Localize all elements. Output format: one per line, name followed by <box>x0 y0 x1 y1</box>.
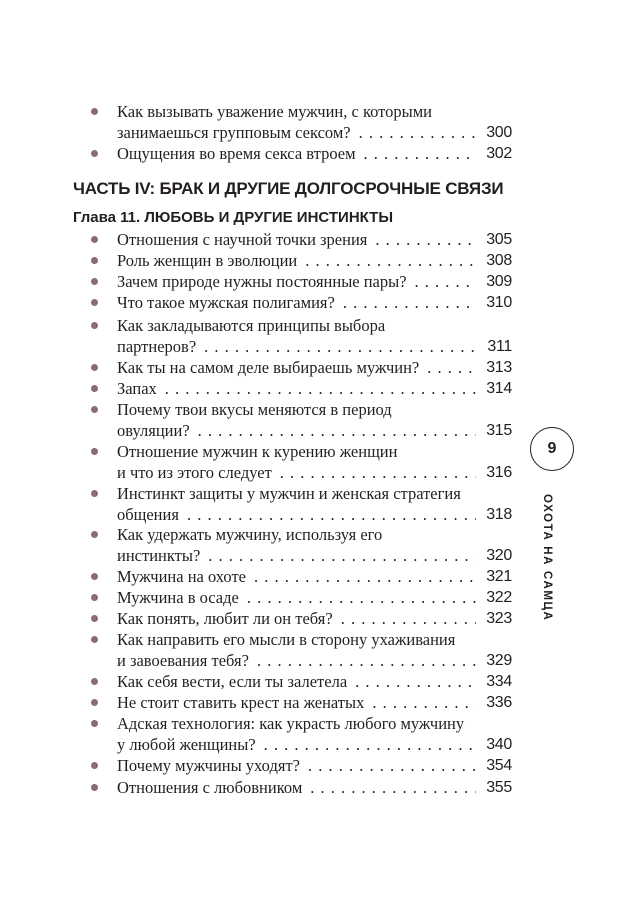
bullet-icon <box>91 678 98 685</box>
toc-page-number: 336 <box>486 694 512 711</box>
toc-page-number: 354 <box>486 757 512 774</box>
toc-entry-title-line: и что из этого следует <box>117 463 272 482</box>
dot-leader <box>341 608 476 629</box>
bullet-icon <box>91 448 98 455</box>
toc-page-number: 309 <box>486 273 512 290</box>
toc-page-number: 329 <box>486 652 512 669</box>
bullet-icon <box>91 762 98 769</box>
bullet-icon <box>91 364 98 371</box>
dot-leader <box>198 420 476 441</box>
dot-leader <box>343 292 476 313</box>
part-heading[interactable]: ЧАСТЬ IV: БРАК И ДРУГИЕ ДОЛГОСРОЧНЫЕ СВЯЗИ <box>73 179 504 198</box>
dot-leader <box>187 504 476 525</box>
toc-page-number: 310 <box>486 294 512 311</box>
dot-leader <box>364 143 476 164</box>
toc-page-number: 314 <box>486 380 512 397</box>
toc-entry-title-line: занимаешься групповым сексом? <box>117 123 351 142</box>
bullet-icon <box>91 236 98 243</box>
toc-page-number: 334 <box>486 673 512 690</box>
toc-entry-title-line: Почему твои вкусы меняются в период <box>117 400 392 419</box>
bullet-icon <box>91 299 98 306</box>
toc-entry-title-line: Отношение мужчин к курению женщин <box>117 442 398 461</box>
dot-leader <box>355 671 476 692</box>
toc-page-number: 322 <box>486 589 512 606</box>
toc-entry-title-line: Адская технология: как украсть любого мужчину <box>117 714 465 733</box>
toc-entry-title-line: Как закладываются принципы выбора <box>117 316 386 335</box>
toc-page-number: 321 <box>486 568 512 585</box>
toc-entry-title-line: Мужчина в осаде <box>117 588 239 607</box>
toc-entry-title-line: Мужчина на охоте <box>117 567 246 586</box>
bullet-icon <box>91 490 98 497</box>
toc-entry-title-line: Отношения с любовником <box>117 778 303 797</box>
toc-entry-title-line: Как ты на самом деле выбираешь мужчин? <box>117 358 420 377</box>
toc-entry-title-line: Что такое мужская полигамия? <box>117 293 335 312</box>
dot-leader <box>254 566 476 587</box>
dot-leader <box>208 545 476 566</box>
dot-leader <box>308 755 476 776</box>
bullet-icon <box>91 278 98 285</box>
dot-leader <box>427 357 476 378</box>
toc-entry-title-line: Зачем природе нужны постоянные пары? <box>117 272 407 291</box>
toc-page-number: 300 <box>486 124 512 141</box>
dot-leader <box>264 734 476 755</box>
dot-leader <box>257 650 476 671</box>
bullet-icon <box>91 784 98 791</box>
toc-page-number: 315 <box>486 422 512 439</box>
toc-entry-title-line: Как вызывать уважение мужчин, с которыми <box>117 102 433 121</box>
dot-leader <box>359 122 476 143</box>
bullet-icon <box>91 406 98 413</box>
toc-page-number: 313 <box>486 359 512 376</box>
toc-entry-title-line: Отношения с научной точки зрения <box>117 230 368 249</box>
toc-entry-title-line: Инстинкт защиты у мужчин и женская стратегия <box>117 484 461 503</box>
toc-entry-title-line: общения <box>117 505 179 524</box>
dot-leader <box>280 462 476 483</box>
dot-leader <box>305 250 476 271</box>
bullet-icon <box>91 636 98 643</box>
toc-entry-title-line: и завоевания тебя? <box>117 651 249 670</box>
toc-page-number: 318 <box>486 506 512 523</box>
toc-entry-title-line: Как себя вести, если ты залетела <box>117 672 348 691</box>
bullet-icon <box>91 594 98 601</box>
bullet-icon <box>91 699 98 706</box>
dot-leader <box>165 378 476 399</box>
toc-entry-title-line: инстинкты? <box>117 546 201 565</box>
toc-entry-title-line: овуляции? <box>117 421 190 440</box>
bullet-icon <box>91 531 98 538</box>
toc-entry-title-line: Как удержать мужчину, используя его <box>117 525 383 544</box>
toc-entry-title-line: Запах <box>117 379 157 398</box>
bullet-icon <box>91 257 98 264</box>
bullet-icon <box>91 385 98 392</box>
toc-entry-title-line: Ощущения во время секса втроем <box>117 144 356 163</box>
toc-page-number: 340 <box>486 736 512 753</box>
bullet-icon <box>91 573 98 580</box>
toc-entry-title-line: Почему мужчины уходят? <box>117 756 300 775</box>
toc-page-number: 302 <box>486 145 512 162</box>
page-number-circle <box>530 427 574 471</box>
toc-entry-title-line: Роль женщин в эволюции <box>117 251 298 270</box>
toc-page-number: 355 <box>486 779 512 796</box>
toc-page-number: 305 <box>486 231 512 248</box>
running-title: ОХОТА НА САМЦА <box>541 494 553 622</box>
dot-leader <box>372 692 476 713</box>
toc-entry-title-line: Как направить его мысли в сторону ухаживания <box>117 630 456 649</box>
toc-entry-title-line: партнеров? <box>117 337 197 356</box>
toc-page-number: 323 <box>486 610 512 627</box>
toc-page-number: 311 <box>487 338 512 355</box>
bullet-icon <box>91 720 98 727</box>
dot-leader <box>310 777 476 798</box>
bullet-icon <box>91 615 98 622</box>
bullet-icon <box>91 322 98 329</box>
toc-entry-title-line: Как понять, любит ли он тебя? <box>117 609 333 628</box>
bullet-icon <box>91 150 98 157</box>
page-number: 9 <box>547 440 557 457</box>
dot-leader <box>415 271 476 292</box>
dot-leader <box>247 587 476 608</box>
toc-entry-title-line: Не стоит ставить крест на женатых <box>117 693 365 712</box>
toc-page-number: 316 <box>486 464 512 481</box>
toc-page-number: 308 <box>486 252 512 269</box>
dot-leader <box>204 336 476 357</box>
chapter-heading[interactable]: Глава 11. ЛЮБОВЬ И ДРУГИЕ ИНСТИНКТЫ <box>73 209 394 226</box>
toc-page-number: 320 <box>486 547 512 564</box>
toc-entry-title-line: у любой женщины? <box>117 735 256 754</box>
bullet-icon <box>91 108 98 115</box>
dot-leader <box>375 229 476 250</box>
